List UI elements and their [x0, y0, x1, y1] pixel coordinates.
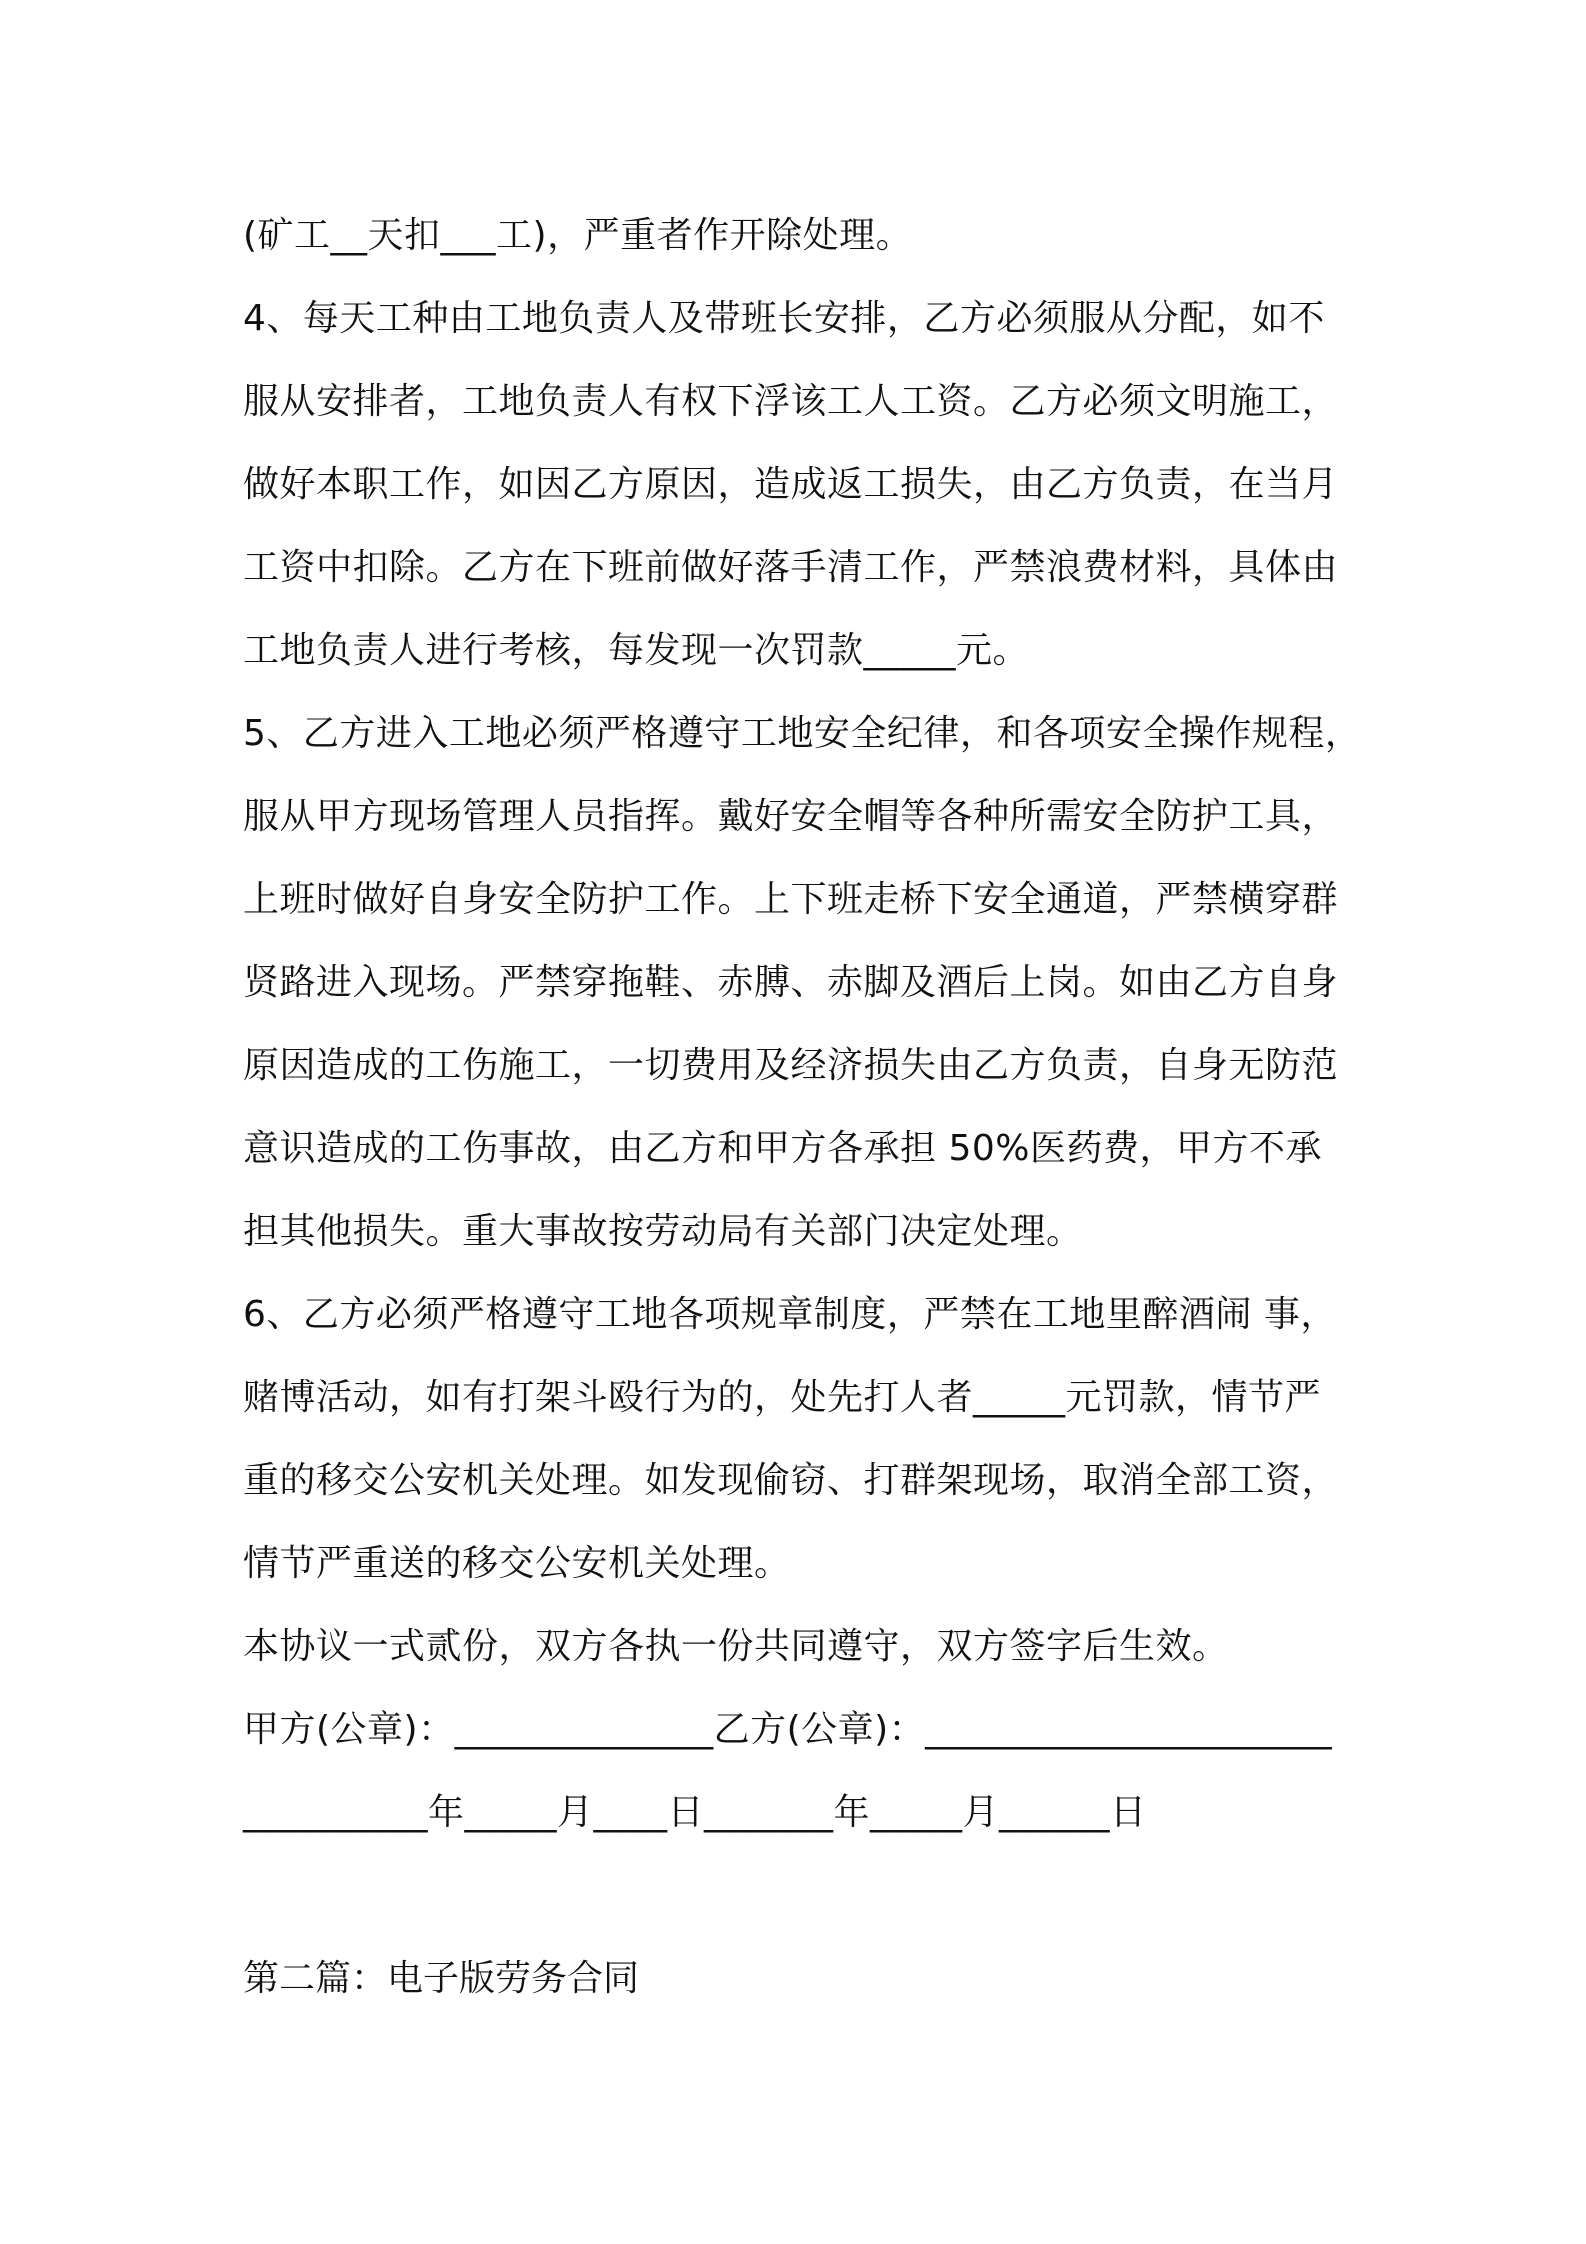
clause-6-line: 6、乙方必须严格遵守工地各项规章制度，严禁在工地里醉酒闹 事， [243, 1294, 1337, 1335]
clause-4-line: 做好本职工作，如因乙方原因，造成返工损失，由乙方负责，在当月 [243, 464, 1339, 505]
clause-6-line: 赌博活动，如有打架斗殴行为的，处先打人者_____元罚款，情节严 [243, 1377, 1322, 1418]
clause-5-line: 上班时做好自身安全防护工作。上下班走桥下安全通道，严禁横穿群 [243, 879, 1339, 920]
clause-6-line: 重的移交公安机关处理。如发现偷窃、打群架现场，取消全部工资， [243, 1460, 1339, 1501]
clause-5-line: 原因造成的工伤施工，一切费用及经济损失由乙方负责，自身无防范 [243, 1045, 1339, 1086]
clause-4-line: 4、每天工种由工地负责人及带班长安排，乙方必须服从分配，如不 [243, 298, 1325, 339]
clause-5-line: 意识造成的工伤事故，由乙方和甲方各承担 50%医药费，甲方不承 [243, 1128, 1322, 1169]
clause-5-line: 服从甲方现场管理人员指挥。戴好安全帽等各种所需安全防护工具， [243, 796, 1339, 837]
clause-5-line: 贤路进入现场。严禁穿拖鞋、赤膊、赤脚及酒后上岗。如由乙方自身 [243, 962, 1339, 1003]
agreement-note: 本协议一式贰份，双方各执一份共同遵守，双方签字后生效。 [243, 1626, 1229, 1667]
clause-4-line: 工资中扣除。乙方在下班前做好落手清工作，严禁浪费材料，具体由 [243, 547, 1339, 588]
text-line: (矿工__天扣___工)，严重者作开除处理。 [243, 215, 913, 256]
document-body [243, 194, 1373, 2056]
clause-6-line: 情节严重送的移交公安机关处理。 [243, 1543, 791, 1584]
signature-line: 甲方(公章)：______________乙方(公章)：______________________ [243, 1709, 1333, 1750]
clause-4-line: 工地负责人进行考核，每发现一次罚款_____元。 [243, 630, 1030, 671]
clause-5-line: 5、乙方进入工地必须严格遵守工地安全纪律，和各项安全操作规程， [243, 713, 1362, 754]
clause-5-line: 担其他损失。重大事故按劳动局有关部门决定处理。 [243, 1211, 1083, 1252]
section-heading: 第二篇：电子版劳务合同 [243, 1958, 640, 1999]
date-line: __________年_____月____日_______年_____月______日 [243, 1792, 1147, 1833]
clause-4-line: 服从安排者，工地负责人有权下浮该工人工资。乙方必须文明施工， [243, 381, 1339, 422]
